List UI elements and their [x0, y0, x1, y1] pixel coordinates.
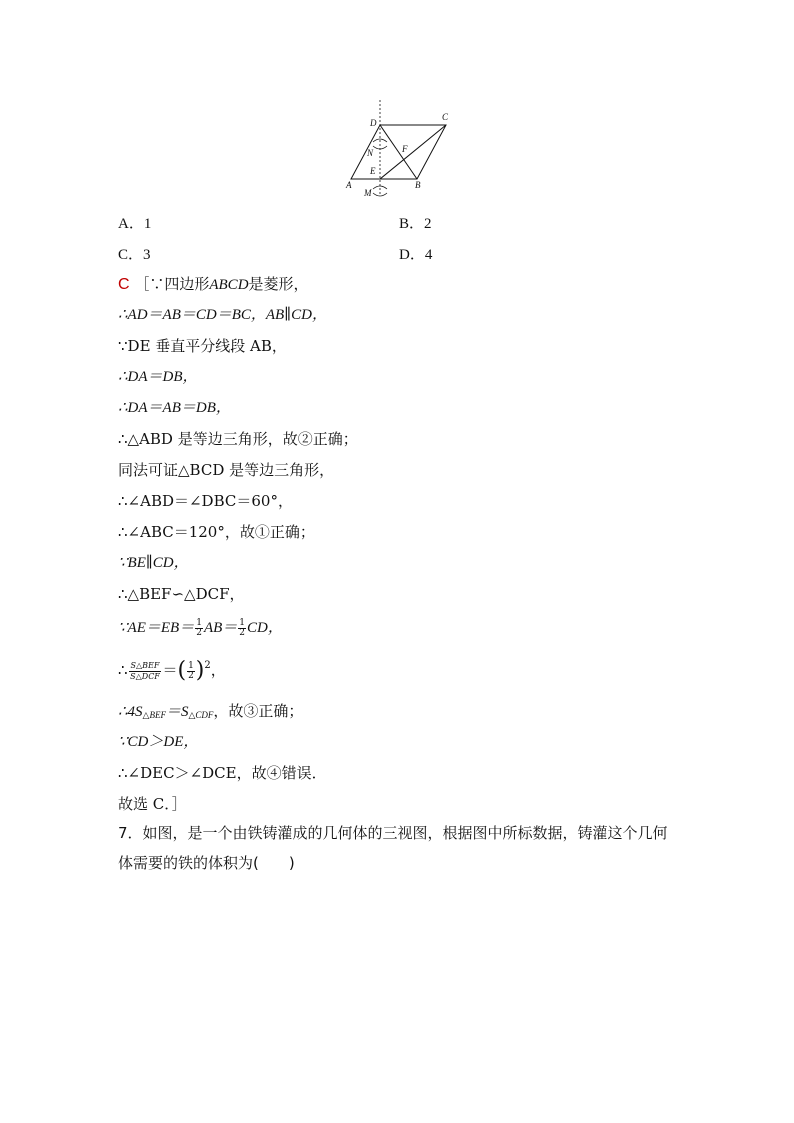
option-a[interactable]: A．1: [118, 216, 152, 232]
solution-line-14: $\therefore 4S_{\triangle BEF}=S_{\triangle CDF}$，故③正确；: [118, 702, 304, 720]
solution-line-6: ∴△ABD 是等边三角形，故②正确；: [118, 430, 358, 448]
sol-l13-pre: ∴: [118, 661, 128, 679]
label-d: D: [370, 118, 377, 128]
solution-line-8: ∴∠ABD＝∠DBC＝60°，: [118, 492, 293, 510]
solution-line-17: 故选 C．］: [118, 795, 187, 813]
half-fraction-1: $\frac{1}{2}$: [196, 617, 202, 638]
half-fraction-3: $\frac{1}{2}$: [188, 660, 194, 681]
option-b[interactable]: B．2: [399, 216, 432, 232]
sol-l1-post: 是菱形，: [248, 275, 309, 293]
solution-line-9: ∴∠ABC＝120°，故①正确；: [118, 523, 315, 541]
solution-line-1: [118, 274, 309, 295]
solution-line-10: ∵BE∥CD，: [118, 555, 189, 571]
label-c: C: [442, 112, 449, 122]
option-d[interactable]: D．4: [399, 247, 433, 263]
solution-line-16: ∴∠DEC＞∠DCE，故④错误．: [118, 764, 327, 782]
answer-letter: C: [118, 276, 130, 293]
solution-line-13: ∴ $\frac{\text{S△BEF}}{\text{S△DCF}}=$( $\frac{1}{2}$ )$^2$，: [118, 658, 226, 683]
sol-l12-b: AB＝: [203, 620, 238, 636]
solution-line-12: [118, 617, 283, 638]
question-7: 7．如图，是一个由铁铸灌成的几何体的三视图，根据图中所标数据，铸灌这个几何体需要的铁的体积为( ): [118, 824, 668, 872]
sol-l13-post: ，: [210, 661, 226, 679]
rhombus-figure: [340, 96, 460, 200]
half-fraction-2: $\frac{1}{2}$: [239, 617, 245, 638]
sol-l12-a: ∵AE＝EB＝: [118, 620, 195, 636]
solution-line-15: ∵CD＞DE，: [118, 734, 199, 750]
label-m: M: [364, 188, 372, 198]
label-b: B: [415, 180, 421, 190]
line-ec: [380, 125, 446, 179]
sol-l1-pre: ［∵四边形: [134, 275, 210, 293]
solution-line-2: ∴AD＝AB＝CD＝BC，AB∥CD，: [118, 307, 327, 323]
label-e: E: [370, 166, 376, 176]
solution-line-4: ∴DA＝DB，: [118, 369, 198, 385]
solution-line-7: 同法可证△BCD 是等边三角形，: [118, 461, 335, 479]
sol-l1-it: ABCD: [209, 277, 249, 293]
solution-line-11: ∴△BEF∽△DCF，: [118, 585, 245, 603]
solution-line-3: ∵DE 垂直平分线段 AB，: [118, 337, 287, 355]
label-a: A: [346, 180, 352, 190]
exponent: 2: [204, 660, 211, 671]
sol-l13-eq: ＝: [162, 661, 178, 679]
diagonal-db: [380, 125, 417, 179]
label-n: N: [367, 148, 374, 158]
label-f: F: [402, 144, 408, 154]
solution-line-5: ∴DA＝AB＝DB，: [118, 400, 231, 416]
option-c[interactable]: C．3: [118, 247, 151, 263]
sol-l12-c: CD，: [247, 620, 283, 636]
area-ratio-fraction: $\frac{\text{S△BEF}}{\text{S△DCF}}$: [130, 660, 160, 681]
